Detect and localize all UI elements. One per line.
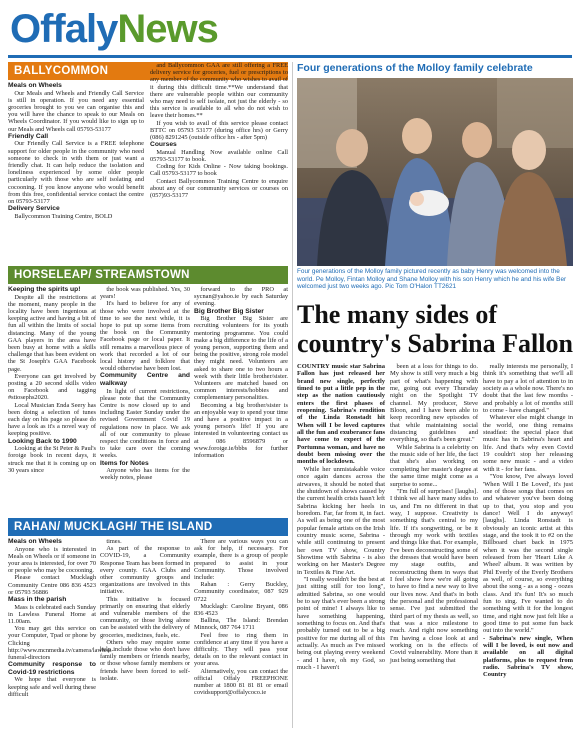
section-header-ballycommon: BALLYCOMMON [8,62,288,80]
paragraph: Alternatively, you can contact the official Offaly FREEPHONE number at 1800 81 81 81 or email covidsupport@offalycoco.ie [194,667,288,697]
paragraph: While Sabrina is a celebrity on the music side of her life, the fact that she's also working on completing her master's degree at the same time might come as a surprise to some... [390,443,478,488]
subheading: Friendly Call [8,132,49,140]
horseleap-column-2 [100,286,190,514]
paragraph: Mass is celebrated each Sunday in Lawless Funeral Home at 11.00am. [8,603,96,626]
subheading: Big Brother Big Sister [194,307,264,315]
section-header-horseleap: HORSELEAP/ STREAMSTOWN [8,266,288,284]
offaly-news-logo [10,4,218,54]
paragraph: Anyone who is interested in Meals on Wheels or if someone in your area is interested, for over 70 or people who may be cocooning. [8,545,96,575]
subheading: Items for Notes [100,459,149,467]
paragraph: You may get this service on your Computer, Tpad or phone by Clicking http://www.mcnmedia.tv/camera/lawless-funeral-directors [8,625,114,662]
paragraph: "You know, I've always loved 'When Will I Be Loved', it's just one of those songs that comes on and whatever you've been doing up to that, you stop and you dance! Well I do anyway! [laughs]. Linda Ronstadt is obviously an iconic artist at this stage, and the took it to #2 on the Billboard chart back in 1975 when it was the second single released from her 'Heart Like A Wheel' album. It was written by Phil Everly of the Everly Brothers as well, of course, so everything about the song - as a song - oozes class. And it's fun! It's so much fun to sing. I've wanted to do something with it for the longest time, and right now just felt like a good time to put some fun back out into the world." [483,473,573,635]
subheading: Meals on Wheels [8,538,62,545]
subheading: Meals on Wheels [8,82,62,89]
paragraph: "I really wouldn't be the best at just sitting still for too long", admitted Sabrina, so one would be to say that's ever been a strong point of mine! I always like to have something happening, something to focus on. And that's probably turned out to be a big positive for me during all of this actually. As much as I've missed being out playing every weekend - and I have, oh my God, so much - I haven't [297,575,385,672]
article-column-1 [297,363,385,729]
family-photo-illustration [297,78,573,266]
paragraph: As part of the response to COVID-19, a Community Response Team has been formed in every county. GAA Clubs and other community groups and organizations are involved in this initiative. [100,545,190,596]
paragraph: Ballycommon Training Centre, BOLD [8,212,113,220]
paragraph: Contact Ballycommon Training Centre to enquire about any of our community services or courses on (057)93-53177 [150,177,288,200]
rahan-column-3 [194,538,288,728]
paragraph: Feel free to ring them in confidence at any time if you have a difficulty. They will pass your details on to the relevant contact in your area. [194,631,288,668]
paragraph: and Ballycommon GAA are still offering a FREE delivery service for groceries, fuel or prescriptions to any member of the community who wishes to avail of it during this difficult time.**We understand that there are vulnerable people within our community who may need to self isolate, not just the elderly - so this service is available to all who do not wish to leave their homes.** [150,62,288,120]
logo-offaly: Offaly [10,7,118,51]
photo-caption [297,268,573,291]
headline-line-1: The many sides of [297,300,498,329]
paragraph: forward to the PRO at sycnan@yahoo.ie by each Saturday evening. [194,286,288,308]
paragraph: "I'm full of surprises! [laughs]. I think we all have many sides to us, and I'm no different in that way, I suppose. Creativity is something that's central to my life. If it's songwriting, or be it through my work with textiles and things like that. For example, I've been deconstructing some of the dresses that would have been my stage outfits, and reconstructing them in ways that I feel show how we're all going to have to find a new way to live our lives now. And that's in both the personal and the professional sense. I've just submitted the third part of my thesis as well, so that was a nice milestone to reach. And right now something I'm having a close look at and working on is the effects of Covid vulnerability. More than it just being something that [390,487,478,664]
horseleap-column-1 [8,286,96,514]
lead-paragraph: - Sabrina's new single, When will I be loved, is out now and available on all digital platforms, plus to request from radio. Sabrina's TV show, Country [483,634,573,679]
paragraph: It's hard to believe for any of those who were involved at the time to see the next while, it is hope to put up some items from the book on the Community Facebook page or local paper. It still remains a marvellous piece of work that recorded a lot of our local history and folklore that would otherwise have been lost. [100,300,190,373]
paragraph: This initiative is focused primarily on ensuring that elderly and vulnerable members of the community, or those living alone can be assisted with the delivery of groceries, medicines, fuels, etc. [100,595,190,639]
paragraph: the book was published. Yes, 30 years! [100,286,190,301]
headline-line-2: country's Sabrina Fallon [297,329,573,358]
paragraph: Becoming a big brother/sister is an enjoyable way to spend your time and have a positive impact in a young person's life! If you are interested in volunteering contact us at 086 8596879 or www.foroige.ie/bbbs for further information [194,401,288,460]
paragraph: been at a loss for things to do. My show is still very much a big part of what's happening with me, going out every Thursday night on the Spotlight TV channel. My producer, Steve Bloon, and I have been able to keep recording new episodes of that while maintaining social distancing guidelines and everything, so that's been great." [390,363,478,444]
article-column-3 [483,363,573,729]
rahan-column-2 [100,538,190,728]
subheading: Mass in the parish [8,596,67,604]
paragraph: Whatever else might change in the world, one thing remains steadfast: the special place that music has in Sabrina's heart and life. And that's why even Covid 19 couldn't stop her releasing some new music - and a video with it - for her fans. [483,414,573,473]
subheading: Delivery Service [8,205,60,213]
section-header-rahan: RAHAN/ MUCKLAGH/ THE ISLAND [8,518,288,536]
subheading: Keeping the spirits up! [8,286,81,293]
paragraph: Coding for Kids Online - Now taking bookings. Call 05793-53177 to book [150,163,288,178]
paragraph: Please contact Mucklagh Community Centre 086 836 4523 or 05793 56886 [8,574,96,596]
paragraph: Everyone can get involved by posting a 20 second skills video on Facebook and tagging #stiosephs2020. [8,372,96,402]
paragraph: In light of current restrictions, please note that the Community Centre is now closed up to and including Easter Sunday under the revised Government Covid 19 regulations now in place. We ask all of our community to please respect the conditions in force and to take care over the coming weeks. [100,387,190,460]
paragraph: Mucklagh: Caroline Bryant, 086 836 4523 [194,602,288,618]
paragraph: If you wish to avail of this service please contact BTTC on 05793 53177 (during office hrs) or Gerry (086) 8291245 (outside office hrs - after 5pm) [150,119,288,142]
paragraph: Despite all the restrictions at the moment, many people in the locality have been ingenious at keeping active and having a bit of fun all within the limits of social distancing. Many of the young GAA players in the area have been busy at home with a skills challenge that has been evident on the St Joseph's GAA Facebook page. [8,293,96,373]
article-headline [297,300,573,358]
paragraph: Manual Handling Now available online Call 05793-53177 to book. [150,148,288,164]
paragraph: Local Musician Enda Seery has been doing a selection of tunes each day on his page so please do have a look as it's a novel way of keeping positive. [8,401,96,438]
lead-paragraph: COUNTRY music star Sabrina Fallon has just released her brand new single, perfectly timed to put a little pep in the step as the nation cautiously enters the first phases of reopening. Sabrina's rendition of the Linda Ronstadt hit When will I be loved captures all the fun and exuberance fans have come to expect of the Portumna woman, and have no doubt been missing over the months of lockdown. [297,363,385,466]
photo-header: Four generations of the Molloy family celebrate [297,62,533,74]
article-column-2 [390,363,478,729]
column-divider [292,62,293,728]
subheading: Looking Back to 1990 [8,437,77,445]
ballycommon-column-1 [8,82,144,262]
paragraph: really interests me personally, I think it's something that we'll all have to pay a lot of attention to in society as a whole now. There's no doubt that the last few months - and probably a lot of months still to come - have changed." [483,363,573,415]
paragraph: Big Brother Big Sister are recruiting volunteers for its youth mentoring programme. You could make a big difference to the life of a young person, supporting them and being the positive, strong role model they might need. Volunteers are asked to share one to two hours a week with their little brother/sister. Volunteers are matched based on common interests/hobbies and complementary personalities. [194,315,288,402]
paragraph: While her unmistakable voice once again dances across the airwaves, it should be noted that the shutdown of shows caused by the current health crisis hasn't left Sabrina kicking her heels in boredom. Far, far from it, in fact. As well as being one of the most popular female artists on the Irish country music scene, Sabrina - while still continuing to present her own TV show, Country Showtime with Sabrina - is also working on her Master's Degree in Textiles & Fine Art. [297,465,385,576]
paragraph: Others who may require some help include those who don't have family members or friends nearby, or those whose family members or friends have been forced to self-isolate. [100,638,190,682]
paragraph: Our Friendly Call Service is a FREE telephone support for older people in the community who need someone to check in with them or just want a friendly chat. It can help reduce the isolation and loneliness experienced by some older people particularly with those who are self isolating and cocooning. If you know anyone who would benefit from this free, confidential service contact the centre on 05793-53177 [8,140,144,206]
paragraph: Rahan : Gerry Buckley, Community coordinator, 087 929 0722 [194,581,288,603]
logo-news: News [117,7,218,51]
paragraph: We hope that everyone is keeping safe and well during these difficult [8,676,96,698]
masthead [8,0,572,58]
horseleap-column-3 [194,286,288,514]
paragraph: Looking at the St Peter & Paul's foroige book in recent days, it struck me that it is coming up on 30 years since [8,445,96,474]
ballycommon-column-2 [150,62,288,262]
paragraph: times. [100,538,122,545]
family-photo [297,78,573,266]
paragraph: Our Meals and Wheels and Friendly Call Service is still in operation. If you need any essential groceries brought to you we can organise this and you will have the chance to speak to our Meals on Wheels Coordinator. If you would like to sign up to our Meals and Wheels call 05793-53177 [8,89,144,133]
subheading: Courses [150,141,177,149]
paragraph: Ballina, The Island: Brendan Minnock, 087 764 1711 [194,617,288,632]
photo-caption-text: Four generations of the Molloy family pictured recently as baby Henry was welcomed into the world. Pe Molloy, Fintan Molloy and Shane Molloy with his son Henry which he and his wife Ber welcomed just two weeks ago. [297,268,567,291]
photo-credit: Pic Tom O'Halon TT2621 [385,283,457,291]
subheading: Community response to Covid-19 restrictions [8,661,96,676]
paragraph: Anyone who has items for the weekly notes, please [100,467,190,482]
paragraph: There are various ways you can ask for help, if necessary. For example, there is a group of people prepared to assist in your Community. Those involved include: [194,538,288,582]
masthead-rule [8,55,572,58]
subheading: Community Centre and walkway [100,372,190,388]
